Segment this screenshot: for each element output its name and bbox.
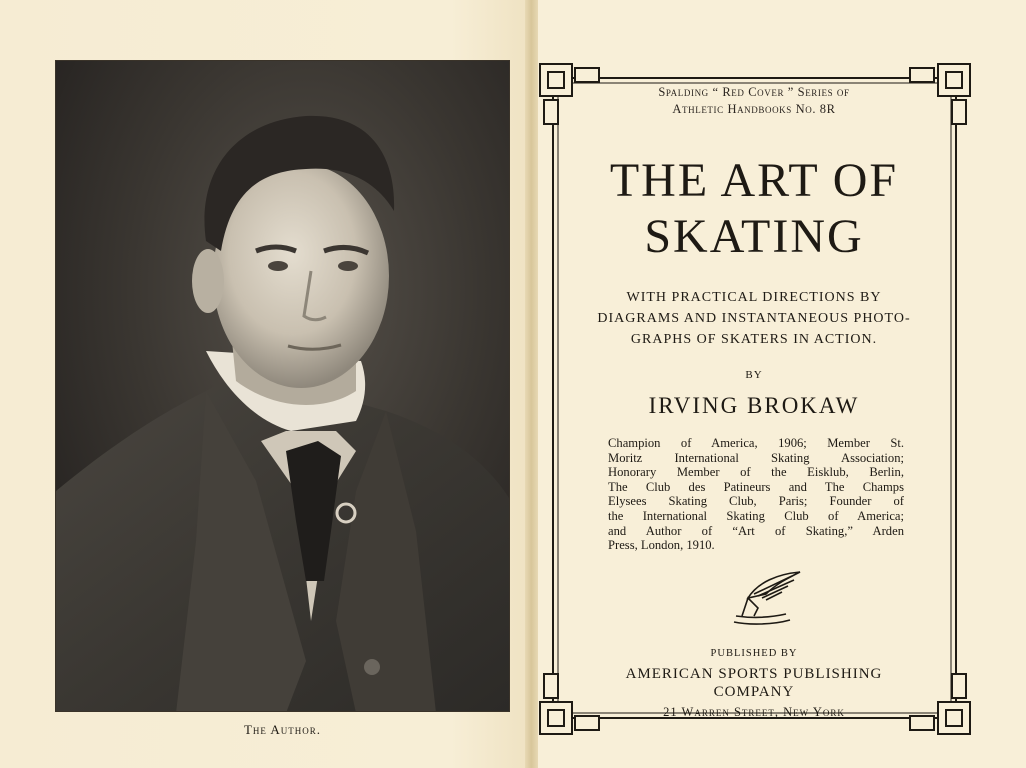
publisher-name: [538, 665, 970, 701]
bio-line: Press, London, 1910.: [608, 538, 715, 553]
publisher-line-1: AMERICAN SPORTS PUBLISHING: [625, 666, 883, 682]
subtitle-line-2: DIAGRAMS AND INSTANTANEOUS PHOTO-: [597, 311, 911, 326]
bio-line: Moritz International Skating Association;: [608, 450, 904, 465]
series-line-1: Spalding “ Red Cover ” Series of: [658, 85, 850, 99]
title-line-2: SKATING: [644, 210, 864, 263]
series-line-2: Athletic Handbooks No. 8R: [672, 102, 836, 116]
bio-line: the International Skating Club of America;: [608, 508, 904, 523]
author-bio: [608, 436, 904, 553]
publisher-address: 21 Warren Street, New York: [663, 705, 845, 719]
bio-line: Honorary Member of the Eisklub, Berlin,: [608, 465, 904, 480]
series-heading: [538, 84, 970, 118]
subtitle-line-3: GRAPHS OF SKATERS IN ACTION.: [630, 332, 878, 347]
subtitle-line-1: WITH PRACTICAL DIRECTIONS BY: [626, 290, 882, 305]
book-title: [538, 153, 970, 265]
bio-line: The Club des Patineurs and The Champs: [608, 479, 904, 494]
by-line: BY: [745, 369, 763, 381]
portrait-caption: The Author.: [243, 722, 322, 737]
bio-line: Elysees Skating Club, Paris; Founder of: [608, 494, 904, 509]
bio-line: and Author of “Art of Skating,” Arden: [608, 523, 904, 538]
winged-skate-icon: [728, 568, 806, 630]
published-by-label: PUBLISHED BY: [710, 648, 798, 659]
title-line-1: THE ART OF: [609, 154, 899, 207]
publisher-line-2: COMPANY: [713, 684, 795, 700]
author-name: IRVING BROKAW: [648, 393, 860, 418]
bio-line: Champion of America, 1906; Member St.: [608, 436, 904, 450]
book-subtitle: [538, 287, 970, 350]
